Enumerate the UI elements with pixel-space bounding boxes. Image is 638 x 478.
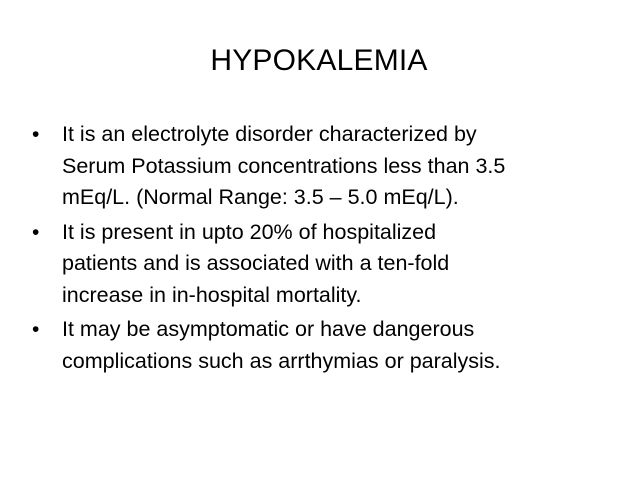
bullet-text-line: complications such as arrthymias or paralysis. [62, 348, 501, 373]
bullet-item [32, 217, 622, 312]
bullet-item [32, 119, 622, 214]
bullet-text-line: It is present in upto 20% of hospitalized [62, 219, 437, 244]
slide-title: HYPOKALEMIA [210, 44, 428, 77]
bullet-text-line: patients and is associated with a ten-fold [62, 251, 450, 275]
bullet-text-line: mEq/L. (Normal Range: 3.5 – 5.0 mEq/L). [62, 185, 459, 209]
bullet-icon: • [32, 123, 40, 146]
bullet-text-line: It may be asymptomatic or have dangerous [62, 317, 475, 341]
bullet-icon: • [32, 318, 40, 341]
bullet-item [32, 314, 622, 377]
bullet-text-line: Serum Potassium concentrations less than 3.5 [62, 153, 506, 178]
bullet-text-line: increase in in-hospital mortality. [62, 282, 362, 307]
bullet-text-line: It is an electrolyte disorder characterized by [62, 122, 477, 146]
bullet-icon: • [32, 220, 40, 244]
bullet-list [32, 119, 622, 380]
